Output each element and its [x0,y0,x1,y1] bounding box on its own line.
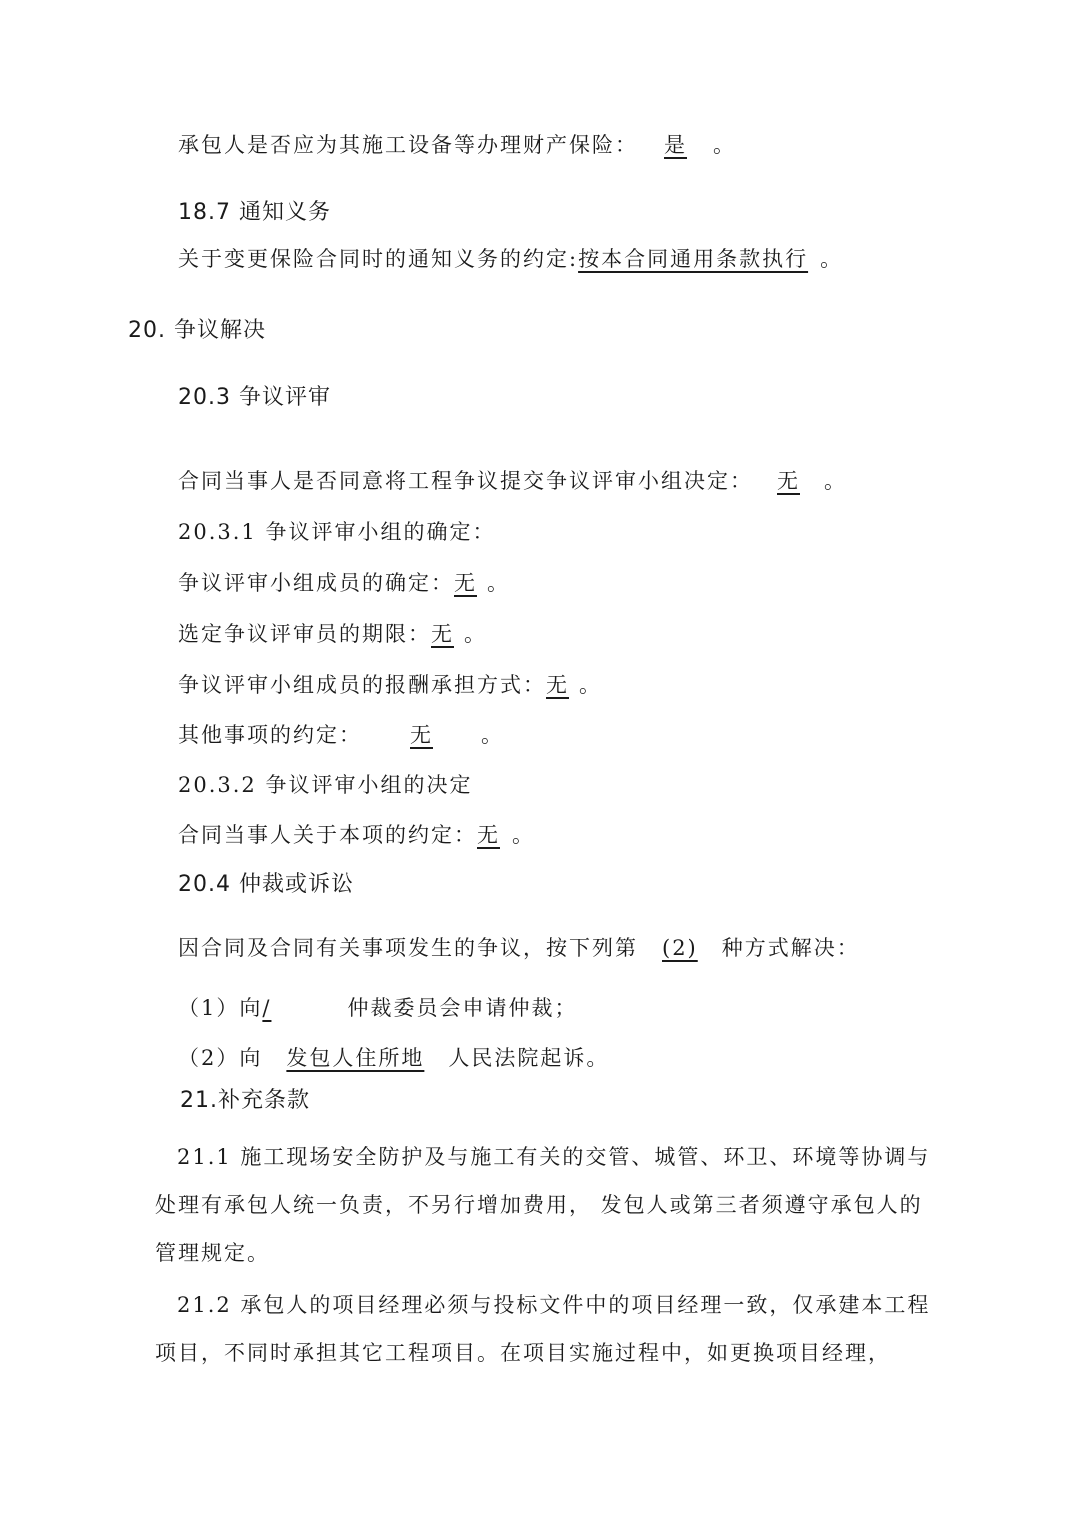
option-2-line: （2）向 发包人住所地 人民法院起诉。 [178,1046,610,1070]
heading-20-3: 20.3 争议评审 [178,385,331,410]
deadline-answer: 无 [431,622,454,646]
agree-question: 合同当事人是否同意将工程争议提交争议评审小组决定： [178,469,753,493]
heading-20: 20. 争议解决 [128,318,266,343]
option-2-answer: 发包人住所地 [286,1046,425,1070]
paragraph-21-1: 21.1 施工现场安全防护及与施工有关的交管、城管、环卫、环境等协调与处理有承包人统一负责，不另行增加费用， 发包人或第三者须遵守承包人的管理规定。 [155,1145,931,1265]
members-answer: 无 [454,571,477,595]
method-answer: (2) [662,936,698,960]
other-answer: 无 [410,723,433,747]
agree-answer: 无 [777,469,800,493]
fee-answer: 无 [546,673,569,697]
fee-line: 争议评审小组成员的报酬承担方式：无 。 [178,673,602,697]
paragraph-21-2: 21.2 承包人的项目经理必须与投标文件中的项目经理一致，仅承建本工程项目，不同时承担其它工程项目。在项目实施过程中，如更换项目经理， [155,1293,931,1365]
insurance-period: 。 [713,133,736,157]
option-1-line: （1）向/ 仲裁委员会申请仲裁； [178,996,578,1020]
heading-20-4: 20.4 仲裁或诉讼 [178,872,354,897]
members-line: 争议评审小组成员的确定：无 。 [178,571,510,595]
notify-question: 关于变更保险合同时的通知义务的约定: [178,247,579,271]
insurance-line [178,130,736,160]
heading-20-3-2: 20.3.2 争议评审小组的决定 [178,773,473,797]
notify-answer: 按本合同通用条款执行 [578,247,809,271]
other-line: 其他事项的约定： 无 。 [178,723,504,747]
option-1-answer: / [262,996,272,1020]
heading-18-7: 18.7 通知义务 [178,200,331,225]
insurance-answer: 是 [664,133,687,157]
method-line: 因合同及合同有关事项发生的争议，按下列第 (2) 种方式解决： [178,936,860,960]
agree-line: 合同当事人是否同意将工程争议提交争议评审小组决定： 无 。 [178,469,847,493]
deadline-line: 选定争议评审员的期限：无 。 [178,622,487,646]
heading-20-3-1: 20.3.1 争议评审小组的确定： [178,520,496,544]
insurance-question: 承包人是否应为其施工设备等办理财产保险： [178,133,638,157]
heading-21: 21.补充条款 [180,1088,310,1113]
decision-line: 合同当事人关于本项的约定：无 。 [178,823,535,847]
notify-line: 关于变更保险合同时的通知义务的约定:按本合同通用条款执行 。 [178,247,844,271]
decision-answer: 无 [477,823,500,847]
